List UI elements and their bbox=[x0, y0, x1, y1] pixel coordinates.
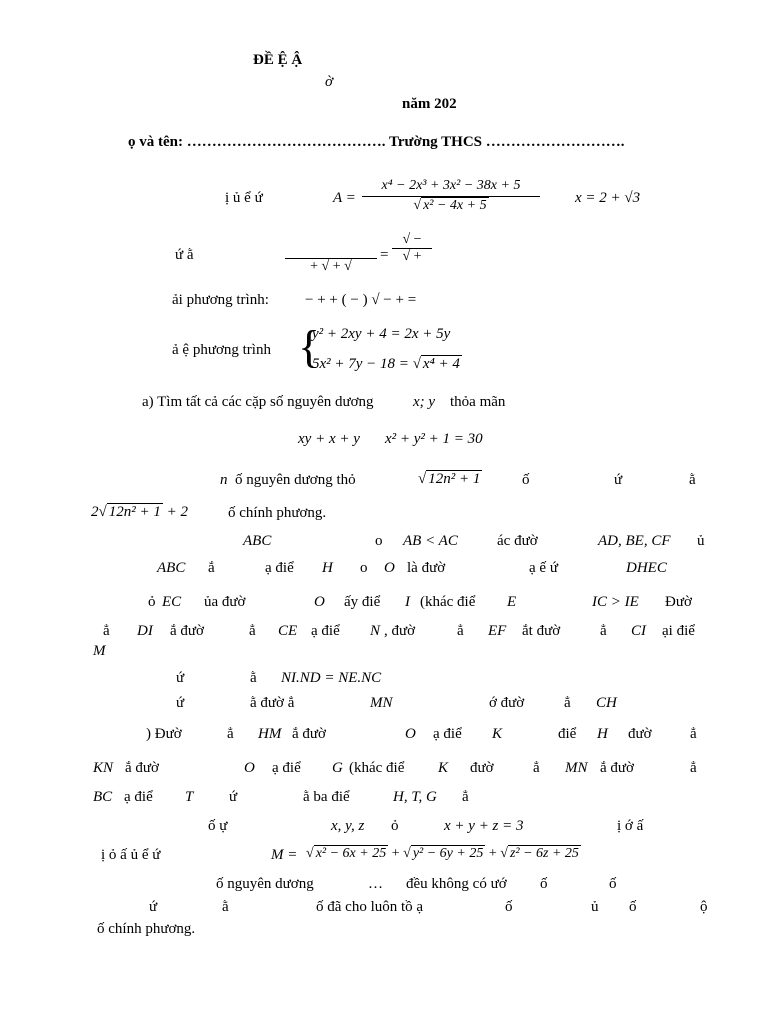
q7-l10-at: ạ điể bbox=[124, 789, 153, 805]
q1-denominator: x² − 4x + 5 bbox=[423, 198, 487, 213]
q7-l9-O: O bbox=[244, 760, 255, 776]
q9-l2-u: ứ bbox=[149, 899, 158, 915]
q8-root1: x² − 6x + 25 bbox=[315, 846, 387, 861]
doc-subtitle: ờ bbox=[325, 74, 334, 90]
q7-l6-u: ứ bbox=[176, 670, 185, 686]
q7-l8-h: H bbox=[597, 726, 608, 742]
q8-l2-M: M = bbox=[271, 847, 298, 863]
q9-l2-text: ố đã cho luôn tồ ạ bbox=[316, 899, 424, 915]
q7-l1-u: ủ bbox=[697, 533, 705, 549]
q3-equation: − + + ( − ) √ − + = bbox=[305, 292, 417, 308]
q7-l3-line: Đườ bbox=[665, 594, 692, 610]
q7-l8-point: điể bbox=[558, 726, 577, 742]
q7-l9-k: K bbox=[438, 760, 449, 776]
q8-l1-text: ố ự bbox=[208, 818, 228, 834]
q6-line2-post: + 2 bbox=[166, 504, 188, 520]
q7-l7-mn: MN bbox=[370, 695, 393, 711]
q7-l4-a: ẳ bbox=[103, 623, 110, 639]
q7-l9-kn: KN bbox=[93, 760, 114, 776]
q7-l2-a2: ạ ế ứ bbox=[529, 560, 558, 576]
q9-l1-dots: … bbox=[368, 876, 383, 892]
q7-l2-dhec: DHEC bbox=[626, 560, 667, 576]
q7-l9-at: ạ điể bbox=[272, 760, 301, 776]
q8-roots: √ x² − 6x + 25 + √ y² − 6y + 25 + √ z² − 6z + 25 bbox=[306, 846, 579, 861]
q7-l2-at: ạ điể bbox=[265, 560, 294, 576]
q1-label: ị ủ ể ứ bbox=[225, 190, 263, 206]
q7-l1-text: ác đườ bbox=[497, 533, 538, 549]
q7-l3-o: ỏ bbox=[148, 594, 156, 610]
q8-l2-text: ị ỏ ấ ủ ể ứ bbox=[101, 847, 161, 863]
q5-part-a: a) Tìm tất cả các cặp số nguyên dương bbox=[142, 394, 374, 410]
q3-label: ải phương trình: bbox=[172, 292, 269, 308]
q7-l9-line: đườ bbox=[470, 760, 494, 776]
q7-l4-at2: ại điể bbox=[662, 623, 695, 639]
q6-line2-text: ố chính phương. bbox=[228, 505, 327, 521]
q2-label: ứ ằ bbox=[175, 247, 194, 263]
q4-label: ả ệ phương trình bbox=[172, 342, 271, 358]
q7-l9-a2: ẳ bbox=[690, 760, 697, 776]
doc-year: năm 202 bbox=[402, 96, 457, 112]
q7-l6-eq: NI.ND = NE.NC bbox=[281, 670, 382, 686]
q7-l10-text: ằ ba điể bbox=[303, 789, 350, 805]
q7-l9-other: (khác điể bbox=[349, 760, 405, 776]
q7-l10-pts: H, T, G bbox=[393, 789, 437, 805]
q7-l5-m: M bbox=[93, 643, 106, 659]
q7-l1-lines: AD, BE, CF bbox=[598, 533, 671, 549]
q7-l10-u: ứ bbox=[229, 789, 238, 805]
q7-l4-cut2: ắt đườ bbox=[522, 623, 561, 639]
q7-l4-a3: ẳ bbox=[457, 623, 464, 639]
q9-l3-text: ố chính phương. bbox=[97, 921, 196, 937]
q7-l4-a2: ẳ bbox=[249, 623, 256, 639]
q7-l8-a2: ẳ bbox=[690, 726, 697, 742]
q7-l4-ef: EF bbox=[488, 623, 507, 639]
q1-fraction bbox=[362, 178, 540, 214]
q6-line2-pre: 2 bbox=[91, 504, 99, 520]
q2-left-den: + √ + √ bbox=[310, 259, 352, 274]
q8-root2: y² − 6y + 25 bbox=[412, 846, 484, 861]
q4-eq2 bbox=[312, 355, 462, 373]
q7-l10-t: T bbox=[185, 789, 194, 805]
q7-l8-cut: ắ đườ bbox=[292, 726, 326, 742]
q4-eq1: y² + 2xy + 4 = 2x + 5y bbox=[312, 326, 451, 342]
q2-left-num bbox=[285, 244, 377, 258]
q8-l1-cond: x + y + z = 3 bbox=[444, 818, 524, 834]
q7-l8-O: O bbox=[405, 726, 416, 742]
q7-l4-ce: CE bbox=[278, 623, 298, 639]
q1-expr-lhs: A = bbox=[333, 190, 356, 206]
q7-l1-abc: ABC bbox=[243, 533, 272, 549]
q7-l7-o: ớ đườ bbox=[489, 695, 525, 711]
q7-l9-g: G bbox=[332, 760, 343, 776]
q9-l2-o: ố bbox=[505, 899, 513, 915]
q6-tail2: ứ bbox=[614, 472, 623, 488]
q9-l1-mid: đều không có ướ bbox=[406, 876, 507, 892]
q6-tail1: ố bbox=[522, 472, 530, 488]
q7-l8-line: đườ bbox=[628, 726, 652, 742]
q7-l2-o: o bbox=[360, 560, 368, 576]
q7-l1-o: o bbox=[375, 533, 383, 549]
q5-eq-right: x² + y² + 1 = 30 bbox=[385, 431, 483, 447]
q7-l3-e: E bbox=[507, 594, 517, 610]
q7-l4-line: , đườ bbox=[384, 623, 416, 639]
q7-l9-cut2: ắ đườ bbox=[600, 760, 634, 776]
q2-right-den: √ + bbox=[402, 249, 422, 264]
q6-root: 12n² + 1 bbox=[428, 471, 481, 487]
student-info-line: ọ và tên: …………………………………. Trường THCS ………………………. bbox=[128, 134, 625, 150]
q7-l9-a: ẳ bbox=[533, 760, 540, 776]
q7-l4-di: DI bbox=[137, 623, 153, 639]
q7-l3-of: ủa đườ bbox=[204, 594, 246, 610]
q7-l3-O: O bbox=[314, 594, 325, 610]
q7-l2-a: ắ bbox=[208, 560, 215, 576]
q7-l4-a4: ẳ bbox=[600, 623, 607, 639]
q7-l10-bc: BC bbox=[93, 789, 113, 805]
q7-l2-h: H bbox=[322, 560, 333, 576]
q7-l2-O: O bbox=[384, 560, 395, 576]
q9-l1-o2: ố bbox=[609, 876, 617, 892]
q1-numerator: x⁴ − 2x³ + 3x² − 38x + 5 bbox=[381, 178, 521, 193]
q7-l9-cut: ắ đườ bbox=[125, 760, 159, 776]
q6-line1: ố nguyên dương thỏ bbox=[235, 472, 356, 488]
q8-l1-vars: x, y, z bbox=[331, 818, 365, 834]
q7-l3-ec: EC bbox=[162, 594, 182, 610]
q7-l7-u: ứ bbox=[176, 695, 185, 711]
q7-l2-is: là đườ bbox=[407, 560, 446, 576]
q5-satisfies: thỏa mãn bbox=[450, 394, 506, 410]
q5-eq-left: xy + x + y bbox=[298, 431, 360, 447]
q7-l4-cut: ắ đườ bbox=[170, 623, 204, 639]
q7-l8-a: ẳ bbox=[227, 726, 234, 742]
q2-fraction-left bbox=[285, 244, 377, 275]
q1-given: x = 2 + √3 bbox=[575, 190, 641, 206]
q4-eq2-left: 5x² + 7y − 18 = bbox=[312, 356, 409, 372]
q5-vars: x; y bbox=[413, 394, 436, 410]
q7-l1-cond: AB < AC bbox=[403, 533, 458, 549]
q7-l6-a: ằ bbox=[250, 670, 257, 686]
q8-root3: z² − 6z + 25 bbox=[509, 846, 579, 861]
q7-l8-hm: HM bbox=[258, 726, 282, 742]
q7-l3-take: ấy điể bbox=[344, 594, 381, 610]
q6-line2-expr: 2√ 12n² + 1 + 2 bbox=[91, 504, 188, 520]
q7-l3-i: I bbox=[405, 594, 410, 610]
q8-l1-o: ỏ bbox=[391, 818, 399, 834]
q9-l2-u2: ủ bbox=[591, 899, 599, 915]
q4-brace: { bbox=[298, 321, 321, 372]
q7-l4-at: ạ điể bbox=[311, 623, 340, 639]
q2-equals: = bbox=[380, 247, 389, 263]
q9-l2-o4: ộ bbox=[700, 899, 708, 915]
q7-l7-text: ằ đườ ẳ bbox=[250, 695, 295, 711]
q2-right-num: √ − bbox=[402, 232, 422, 247]
q8-l1-tail: ị ớ ấ bbox=[617, 818, 644, 834]
q7-l4-n: N bbox=[370, 623, 381, 639]
q7-l2-abc: ABC bbox=[157, 560, 186, 576]
doc-title: ĐỀ Ệ Ậ bbox=[253, 52, 303, 68]
q7-l7-a: ẳ bbox=[564, 695, 571, 711]
q9-l1-o: ố bbox=[540, 876, 548, 892]
q7-l10-a: ẳ bbox=[462, 789, 469, 805]
q6-var-n: n bbox=[220, 472, 228, 488]
q7-l8-text: ) Đườ bbox=[146, 726, 182, 742]
q6-tail3: ằ bbox=[689, 472, 696, 488]
q9-l2-o3: ố bbox=[629, 899, 637, 915]
q7-l4-ci: CI bbox=[631, 623, 646, 639]
q7-l3-other: (khác điể bbox=[420, 594, 476, 610]
q7-l8-at: ạ điể bbox=[433, 726, 462, 742]
q7-l9-mn: MN bbox=[565, 760, 588, 776]
q9-l1-text: ố nguyên dương bbox=[216, 876, 314, 892]
q7-l3-cond: IC > IE bbox=[592, 594, 639, 610]
q7-l7-ch: CH bbox=[596, 695, 617, 711]
q4-eq2-root: x⁴ + 4 bbox=[422, 356, 460, 372]
q6-root-wrap: √ 12n² + 1 bbox=[418, 471, 481, 487]
q7-l8-k: K bbox=[492, 726, 503, 742]
q9-l2-a: ằ bbox=[222, 899, 229, 915]
q4-root-sign: √ bbox=[412, 356, 421, 372]
q1-denominator-wrap: √ x² − 4x + 5 bbox=[413, 198, 487, 213]
q6-line2-root: 12n² + 1 bbox=[108, 504, 161, 520]
q2-fraction-right bbox=[392, 232, 432, 265]
